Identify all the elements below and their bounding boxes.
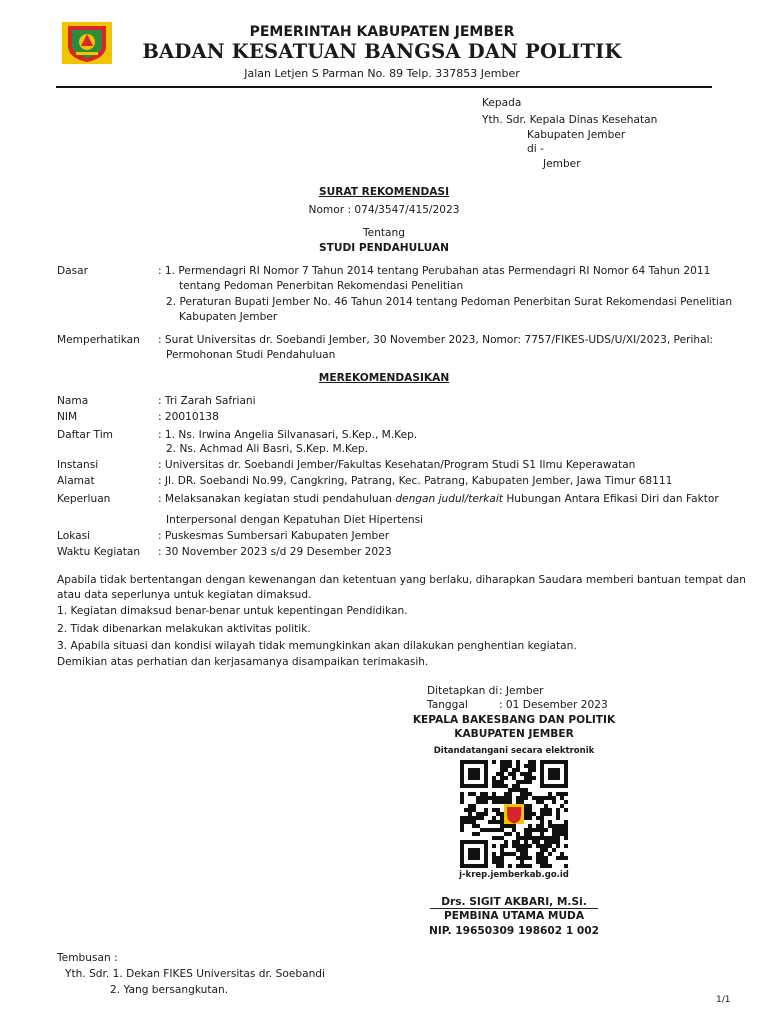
recipient-to: Kepada (482, 97, 522, 109)
letter-number: Nomor : 074/3547/415/2023 (308, 204, 460, 216)
cc-label: Tembusan : (57, 952, 118, 964)
signer-name: Drs. SIGIT AKBARI, M.Si. (441, 896, 587, 908)
letterhead-divider (56, 86, 712, 88)
tim-member-2: 2. Ns. Achmad Ali Basri, S.Kep. M.Kep. (166, 443, 368, 455)
dasar-item1a: : 1. Permendagri RI Nomor 7 Tahun 2014 tentang Perubahan atas Permendagri RI Nomor 64 Tahun 2011 (158, 265, 711, 277)
recipient-line2: Kabupaten Jember (527, 129, 626, 141)
memperhatikan-line2: Permohonan Studi Pendahuluan (166, 349, 336, 361)
signer-rank: PEMBINA UTAMA MUDA (443, 910, 585, 922)
keperluan-value-cont: Interpersonal dengan Kepatuhan Diet Hipertensi (166, 514, 424, 526)
closing-thanks: Demikian atas perhatian dan kerjasamanya disampaikan terimakasih. (57, 656, 429, 668)
alamat-label: Alamat (57, 475, 95, 487)
agency-name: BADAN KESATUAN BANGSA DAN POLITIK (142, 40, 622, 63)
closing-note-3: 3. Apabila situasi dan kondisi wilayah tidak memungkinkan akan dilakukan penghentian kegiatan. (57, 640, 577, 652)
letter-title: SURAT REKOMENDASI (318, 186, 450, 198)
cc-line-1: Yth. Sdr. 1. Dekan FIKES Universitas dr. Soebandi (65, 968, 325, 980)
sign-title-2: KABUPATEN JEMBER (454, 728, 574, 740)
tim-label: Daftar Tim (57, 429, 113, 441)
nama-label: Nama (57, 395, 89, 407)
sign-place-label: Ditetapkan di (427, 685, 499, 697)
dasar-item1b: tentang Pedoman Penerbitan Rekomendasi Penelitian (179, 280, 464, 292)
keperluan-label: Keperluan (57, 493, 111, 505)
closing-note-1: 1. Kegiatan dimaksud benar-benar untuk kepentingan Pendidikan. (57, 605, 408, 617)
closing-paragraph-1: Apabila tidak bertentangan dengan kewenangan dan ketentuan yang berlaku, diharapkan Saudara memberi bantuan tempat dan (57, 574, 747, 586)
keperluan-value (158, 493, 719, 505)
esign-site: j-krep.jemberkab.go.id (459, 870, 569, 880)
cc-line-2: 2. Yang bersangkutan. (110, 984, 229, 996)
recipient-line3: di - (527, 143, 544, 155)
agency-address: Jalan Letjen S Parman No. 89 Telp. 337853 Jember (244, 67, 520, 80)
signer-nip: NIP. 19650309 198602 1 002 (428, 925, 600, 937)
letter-subject: STUDI PENDAHULUAN (319, 242, 449, 254)
closing-note-2: 2. Tidak dibenarkan melakukan aktivitas politik. (57, 623, 311, 635)
nim-value: : 20010138 (158, 411, 219, 423)
nim-label: NIM (57, 411, 78, 423)
sign-date-label: Tanggal (427, 699, 468, 711)
recipient-line4: Jember (543, 158, 581, 170)
sign-date: : 01 Desember 2023 (499, 699, 608, 711)
closing-paragraph-2: atau data seperlunya untuk kegiatan dimaksud. (57, 589, 312, 601)
waktu-value: : 30 November 2023 s/d 29 Desember 2023 (158, 546, 392, 558)
keperluan-text-b: Hubungan Antara Efikasi Diri dan Faktor (506, 493, 719, 505)
recipient-line1: Yth. Sdr. Kepala Dinas Kesehatan (482, 114, 658, 126)
signer-underline (430, 908, 598, 909)
sign-place: : Jember (499, 685, 544, 697)
sign-title-1: KEPALA BAKESBANG DAN POLITIK (412, 714, 616, 726)
memperhatikan-line1: : Surat Universitas dr. Soebandi Jember, 30 November 2023, Nomor: 7757/FIKES-UDS/U/XI/2023, Perihal: (158, 334, 714, 346)
dasar-item2b: Kabupaten Jember (179, 311, 278, 323)
alamat-value: : Jl. DR. Soebandi No.99, Cangkring, Patrang, Kec. Patrang, Kabupaten Jember, Jawa Timur 68111 (158, 475, 673, 487)
dasar-label: Dasar (57, 265, 89, 277)
government-name: PEMERINTAH KABUPATEN JEMBER (249, 24, 515, 40)
letter-about: Tentang (363, 227, 405, 239)
page-number: 1/1 (716, 995, 731, 1005)
nama-value: : Tri Zarah Safriani (158, 395, 256, 407)
instansi-label: Instansi (57, 459, 99, 471)
waktu-label: Waktu Kegiatan (57, 546, 141, 558)
lokasi-label: Lokasi (57, 530, 91, 542)
instansi-value: : Universitas dr. Soebandi Jember/Fakultas Kesehatan/Program Studi S1 Ilmu Keperawatan (158, 459, 636, 471)
qr-code-icon (460, 760, 568, 868)
esign-label: Ditandatangani secara elektronik (433, 746, 595, 756)
keperluan-text-italic: dengan judul/terkait (395, 493, 503, 505)
dasar-item2a: 2. Peraturan Bupati Jember No. 46 Tahun 2014 tentang Pedoman Penerbitan Surat Rekomendasi Penelitian (166, 296, 733, 308)
memperhatikan-label: Memperhatikan (57, 334, 140, 346)
tim-member-1: : 1. Ns. Irwina Angelia Silvanasari, S.Kep., M.Kep. (158, 429, 418, 441)
recommend-heading: MEREKOMENDASIKAN (318, 372, 450, 384)
jember-coat-of-arms-icon (62, 22, 112, 64)
lokasi-value: : Puskesmas Sumbersari Kabupaten Jember (158, 530, 390, 542)
keperluan-text-a: : Melaksanakan kegiatan studi pendahuluan (158, 493, 392, 505)
